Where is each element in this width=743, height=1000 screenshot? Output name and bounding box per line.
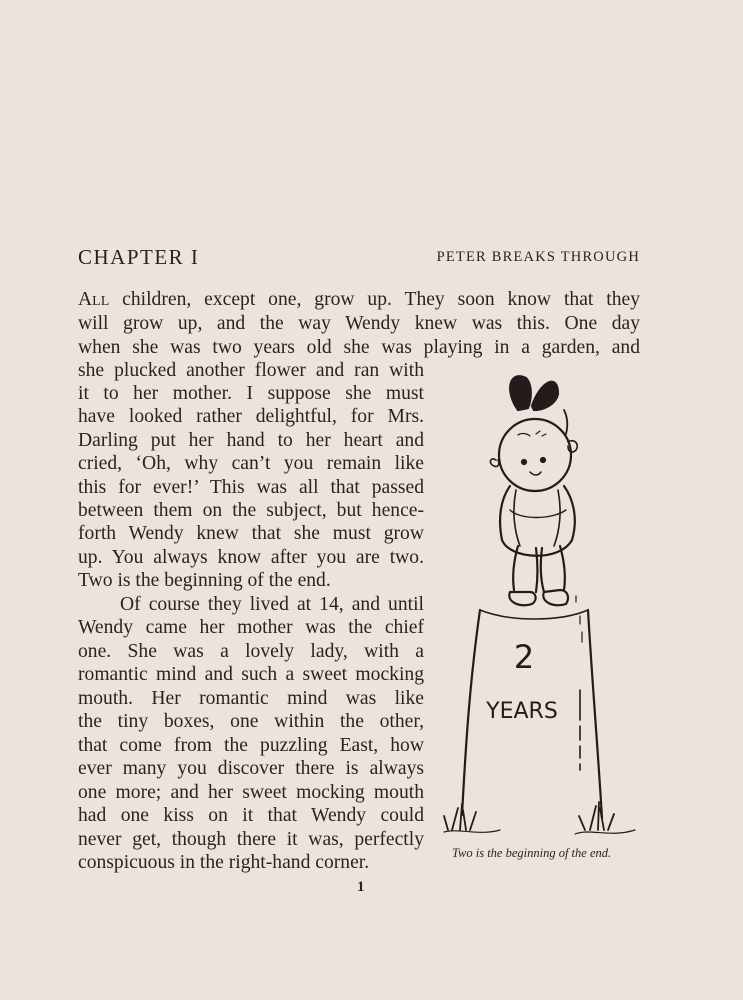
text-line: conspicuous in the right-hand corner.	[78, 852, 370, 873]
text-line: romantic mind and such a sweet mocking	[78, 664, 424, 685]
text-line: one. She was a lovely lady, with a	[78, 641, 424, 662]
text-line: All children, except one, grow up. They soon know that they	[78, 289, 640, 310]
text-line: it to her mother. I suppose she must	[78, 383, 424, 404]
child-on-post-illustration	[440, 360, 650, 840]
text-line: one more; and her sweet mocking mouth	[78, 782, 424, 803]
chapter-heading: CHAPTER I	[78, 245, 200, 269]
sign-number: 2	[513, 638, 535, 676]
text-line: that come from the puzzling East, how	[78, 735, 424, 756]
running-head	[78, 245, 640, 273]
drop-word: All	[78, 289, 110, 310]
text-line: mouth. Her romantic mind was like	[78, 688, 424, 709]
text-line: forth Wendy knew that she must grow	[78, 523, 424, 544]
text-line: Darling put her hand to her heart and	[78, 430, 424, 451]
text-line: have looked rather delightful, for Mrs.	[78, 406, 424, 427]
illustration-caption: Two is the beginning of the end.	[452, 846, 612, 860]
text-line: will grow up, and the way Wendy knew was this. One day	[78, 313, 640, 334]
text-line: ever many you discover there is always	[78, 758, 424, 779]
text-line: had one kiss on it that Wendy could	[78, 805, 424, 826]
text-line: Wendy came her mother was the chief	[78, 617, 424, 638]
sign-word: YEARS	[486, 699, 558, 724]
text-line: never get, though there it was, perfectly	[78, 829, 424, 850]
section-heading: PETER BREAKS THROUGH	[436, 249, 640, 265]
text-line: between them on the subject, but hence-	[78, 500, 424, 521]
page-number: 1	[357, 879, 365, 895]
text-line: when she was two years old she was playing in a garden, and	[78, 337, 640, 358]
text-line: this for ever!’ This was all that passed	[78, 477, 424, 498]
text-line: Of course they lived at 14, and until	[120, 594, 424, 615]
text-line: up. You always know after you are two.	[78, 547, 424, 568]
text-line: the tiny boxes, one within the other,	[78, 711, 424, 732]
text-line: cried, ‘Oh, why can’t you remain like	[78, 453, 424, 474]
text-line: she plucked another flower and ran with	[78, 360, 424, 381]
text-line: Two is the beginning of the end.	[78, 570, 331, 591]
